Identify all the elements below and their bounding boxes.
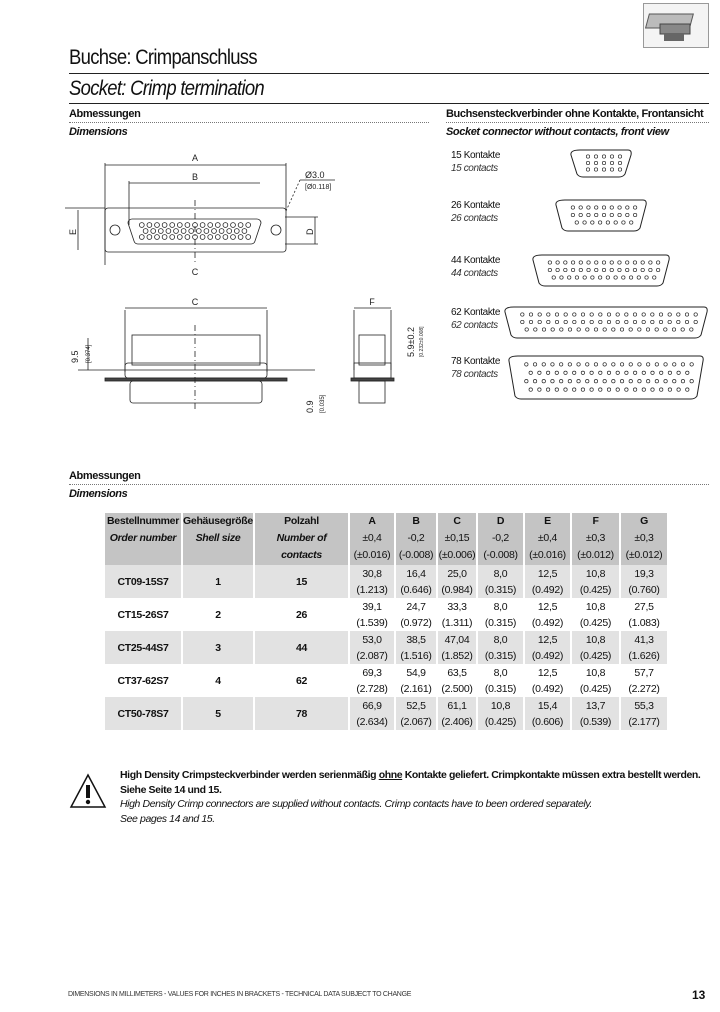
warning-icon xyxy=(68,772,108,810)
connector-label: 78 Kontakte xyxy=(451,356,500,367)
pin xyxy=(231,223,236,228)
dimension-cell: 12,5 (0.492) xyxy=(524,598,571,631)
dimension-cell: 12,5 (0.492) xyxy=(524,664,571,697)
pin xyxy=(166,229,171,234)
dimension-drawing xyxy=(60,145,430,415)
pin xyxy=(215,223,220,228)
contact-count: 15 xyxy=(254,565,349,598)
dimension-cell: 61,1 (2.406) xyxy=(437,697,477,730)
dim-f-label: F xyxy=(369,297,375,307)
dimension-cell: 10,8 (0.425) xyxy=(477,697,524,730)
page-title: Buchse: Crimpanschluss xyxy=(69,46,257,69)
pin xyxy=(139,235,144,240)
dimension-cell: 25,0 (0.984) xyxy=(437,565,477,598)
dim-e-label: E xyxy=(68,228,78,235)
pin xyxy=(177,223,182,228)
pin xyxy=(151,229,156,234)
connector-photo-icon xyxy=(644,4,708,47)
pin xyxy=(162,235,167,240)
column-header: G ±0,3 (±0.012) xyxy=(620,513,668,565)
dimension-cell: 24,7 (0.972) xyxy=(395,598,437,631)
pin xyxy=(242,229,247,234)
height-label: 9.5 xyxy=(70,350,80,363)
connector-label-en: 15 contacts xyxy=(451,163,498,174)
shell-size: 5 xyxy=(182,697,254,730)
connector-front-view xyxy=(566,148,642,180)
pin xyxy=(181,229,186,234)
dimension-cell: 47,04 (1.852) xyxy=(437,631,477,664)
order-number: CT25-44S7 xyxy=(105,631,182,664)
dims-heading: Abmessungen xyxy=(69,108,141,120)
dimension-cell: 38,5 (1.516) xyxy=(395,631,437,664)
product-thumbnail xyxy=(643,3,709,48)
connector-front-view xyxy=(504,354,714,402)
connector-label: 62 Kontakte xyxy=(451,307,500,318)
dimension-cell: 10,8 (0.425) xyxy=(571,664,620,697)
pin xyxy=(177,235,182,240)
front-view-heading: Buchsensteckverbinder ohne Kontakte, Frontansicht xyxy=(446,108,704,120)
hole-dia-label: Ø3.0 xyxy=(305,170,325,180)
connector-label: 15 Kontakte xyxy=(451,150,500,161)
pin xyxy=(238,223,243,228)
connector-label-en: 44 contacts xyxy=(451,268,498,279)
dimension-cell: 8,0 (0.315) xyxy=(477,565,524,598)
pin xyxy=(196,229,201,234)
shell-size: 2 xyxy=(182,598,254,631)
column-header: Bestellnummer Order number xyxy=(105,513,182,565)
page-subtitle: Socket: Crimp termination xyxy=(69,77,265,100)
dim-d-label: D xyxy=(305,228,315,235)
pin xyxy=(223,223,228,228)
table-row xyxy=(105,598,668,631)
dim-g-label: C xyxy=(191,267,199,277)
contact-count: 44 xyxy=(254,631,349,664)
connector-front-view xyxy=(551,198,657,234)
note-text: High Density Crimpsteckverbinder werden serienmäßig ohne Kontakte geliefert. Crimpkontakte müssen extra bestellt werden. Siehe Seite 14 und 15. High Density Crimp connectors are supplied without contacts. Crimp contacts have to been ordered separately. See pages 14 and 15. xyxy=(120,769,701,825)
connector-label: 44 Kontakte xyxy=(451,255,500,266)
pin xyxy=(189,229,194,234)
pin xyxy=(204,229,209,234)
order-number: CT09-15S7 xyxy=(105,565,182,598)
column-header: B -0,2 (-0.008) xyxy=(395,513,437,565)
dimension-cell: 69,3 (2.728) xyxy=(349,664,395,697)
pin xyxy=(223,235,228,240)
dimension-cell: 10,8 (0.425) xyxy=(571,631,620,664)
pin xyxy=(208,223,213,228)
dimension-cell: 66,9 (2.634) xyxy=(349,697,395,730)
dimension-cell: 54,9 (2.161) xyxy=(395,664,437,697)
pin xyxy=(246,235,251,240)
dimension-cell: 55,3 (2.177) xyxy=(620,697,668,730)
depth-inch-label: [0.232±0.008] xyxy=(419,326,425,357)
table-row xyxy=(105,697,668,730)
column-header: Polzahl Number of contacts xyxy=(254,513,349,565)
dimension-cell: 16,4 (0.646) xyxy=(395,565,437,598)
dimension-cell: 15,4 (0.606) xyxy=(524,697,571,730)
dimension-cell: 8,0 (0.315) xyxy=(477,631,524,664)
connector-front-view xyxy=(500,305,718,341)
hole-dia-inch-label: [Ø0.118] xyxy=(305,184,332,191)
dimension-cell: 10,8 (0.425) xyxy=(571,598,620,631)
column-header: F ±0,3 (±0.012) xyxy=(571,513,620,565)
depth-label: 5.9±0.2 xyxy=(406,327,416,357)
contact-count: 62 xyxy=(254,664,349,697)
shell-size: 4 xyxy=(182,664,254,697)
pin xyxy=(174,229,179,234)
dimension-cell: 8,0 (0.315) xyxy=(477,598,524,631)
dimension-cell: 10,8 (0.425) xyxy=(571,565,620,598)
pin xyxy=(185,235,190,240)
pin xyxy=(200,235,205,240)
column-header: E ±0,4 (±0.016) xyxy=(524,513,571,565)
table-heading-en: Dimensions xyxy=(69,488,128,500)
footer-disclaimer: DIMENSIONS IN MILLIMETERS - VALUES FOR INCHES IN BRACKETS - TECHNICAL DATA SUBJECT TO CHANGE xyxy=(68,991,412,998)
pin xyxy=(139,223,144,228)
dim-c-label: C xyxy=(191,297,199,307)
pin xyxy=(147,223,152,228)
dimension-cell: 19,3 (0.760) xyxy=(620,565,668,598)
dimension-cell: 30,8 (1.213) xyxy=(349,565,395,598)
dimension-cell: 39,1 (1.539) xyxy=(349,598,395,631)
dimension-cell: 63,5 (2.500) xyxy=(437,664,477,697)
column-header: C ±0,15 (±0.006) xyxy=(437,513,477,565)
shell-size: 1 xyxy=(182,565,254,598)
dimension-cell: 12,5 (0.492) xyxy=(524,631,571,664)
pin xyxy=(200,223,205,228)
connector-label: 26 Kontakte xyxy=(451,200,500,211)
table-row xyxy=(105,631,668,664)
table-row xyxy=(105,565,668,598)
pin xyxy=(158,229,163,234)
pin xyxy=(234,229,239,234)
dimension-cell: 12,5 (0.492) xyxy=(524,565,571,598)
dimension-cell: 52,5 (2.067) xyxy=(395,697,437,730)
connector-label-en: 78 contacts xyxy=(451,369,498,380)
connector-label-en: 26 contacts xyxy=(451,213,498,224)
table-heading: Abmessungen xyxy=(69,470,141,482)
dimension-cell: 13,7 (0.539) xyxy=(571,697,620,730)
order-number: CT15-26S7 xyxy=(105,598,182,631)
dims-heading-en: Dimensions xyxy=(69,126,128,138)
pin xyxy=(143,229,148,234)
dimensions-table xyxy=(105,513,669,730)
dimension-cell: 41,3 (1.626) xyxy=(620,631,668,664)
dim-a-label: A xyxy=(191,153,199,163)
dimension-cell: 27,5 (1.083) xyxy=(620,598,668,631)
pin xyxy=(147,235,152,240)
pin xyxy=(212,229,217,234)
order-number: CT37-62S7 xyxy=(105,664,182,697)
table-row xyxy=(105,664,668,697)
flange-inch-label: [0.035] xyxy=(320,394,326,413)
order-number: CT50-78S7 xyxy=(105,697,182,730)
page-number: 13 xyxy=(692,988,706,1002)
front-view-heading-en: Socket connector without contacts, front view xyxy=(446,126,669,138)
dim-b-label: B xyxy=(191,172,199,182)
pin xyxy=(208,235,213,240)
contact-count: 26 xyxy=(254,598,349,631)
pin xyxy=(215,235,220,240)
dimension-cell: 53,0 (2.087) xyxy=(349,631,395,664)
pin xyxy=(246,223,251,228)
pin xyxy=(185,223,190,228)
flange-label: 0.9 xyxy=(305,400,315,413)
dimension-cell: 8,0 (0.315) xyxy=(477,664,524,697)
pin xyxy=(155,223,160,228)
pin xyxy=(170,223,175,228)
dimension-cell: 57,7 (2.272) xyxy=(620,664,668,697)
dimension-cell: 33,3 (1.311) xyxy=(437,598,477,631)
shell-size: 3 xyxy=(182,631,254,664)
column-header: D -0,2 (-0.008) xyxy=(477,513,524,565)
pin xyxy=(238,235,243,240)
pin xyxy=(170,235,175,240)
pin xyxy=(231,235,236,240)
height-inch-label: [0.374] xyxy=(86,344,92,363)
column-header: A ±0,4 (±0.016) xyxy=(349,513,395,565)
contact-count: 78 xyxy=(254,697,349,730)
connector-front-view xyxy=(528,253,680,289)
pin xyxy=(162,223,167,228)
pin xyxy=(155,235,160,240)
pin xyxy=(227,229,232,234)
connector-label-en: 62 contacts xyxy=(451,320,498,331)
pin xyxy=(219,229,224,234)
column-header: Gehäusegröße Shell size xyxy=(182,513,254,565)
